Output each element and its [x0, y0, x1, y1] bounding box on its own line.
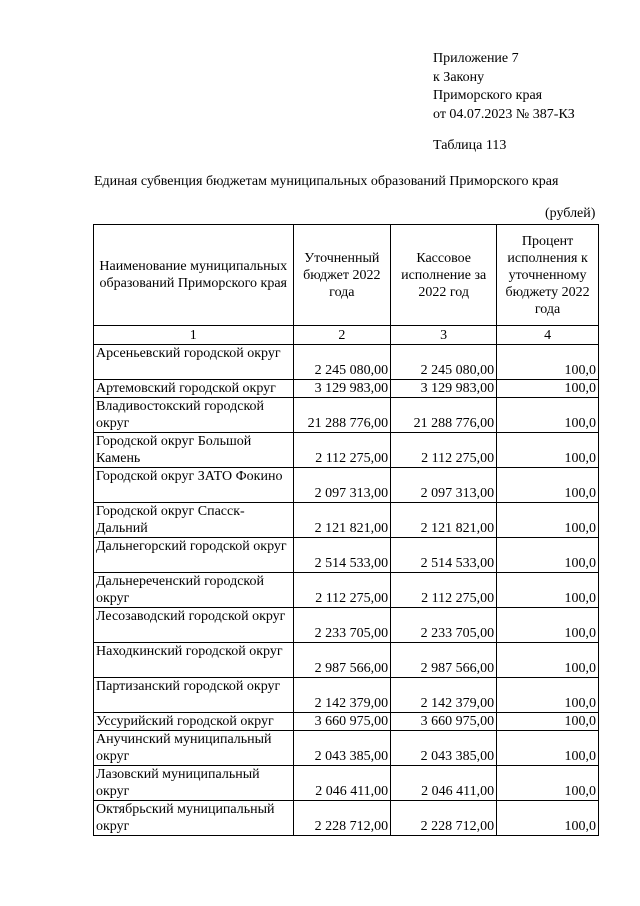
cash-execution: 2 245 080,00 [391, 345, 497, 380]
table-row [94, 398, 599, 433]
municipality-name: Находкинский городской округ [94, 643, 294, 678]
municipality-name: Артемовский городской округ [94, 380, 294, 398]
appendix-line: Приложение 7 [433, 51, 519, 66]
municipality-name: Октябрьский муниципальный округ [94, 801, 294, 836]
planned-budget: 2 514 533,00 [293, 538, 391, 573]
cash-execution: 2 112 275,00 [391, 573, 497, 608]
municipality-name: Анучинский муниципальный округ [94, 731, 294, 766]
cash-execution: 2 514 533,00 [391, 538, 497, 573]
planned-budget: 2 097 313,00 [293, 468, 391, 503]
column-header-name: Наименование муниципальных образований Приморского края [94, 225, 294, 326]
planned-budget: 2 112 275,00 [293, 433, 391, 468]
appendix-law-date: от 04.07.2023 № 387-КЗ [433, 106, 575, 122]
municipality-name: Партизанский городской округ [94, 678, 294, 713]
municipality-name: Дальнереченский городской округ [94, 573, 294, 608]
table-number: Таблица 113 [433, 138, 507, 153]
column-number: 2 [293, 326, 391, 345]
planned-budget: 3 129 983,00 [293, 380, 391, 398]
execution-percent: 100,0 [497, 468, 599, 503]
table-row [94, 766, 599, 801]
planned-budget: 2 112 275,00 [293, 573, 391, 608]
municipality-name: Городской округ Спасск-Дальний [94, 503, 294, 538]
municipality-name: Городской округ Большой Камень [94, 433, 294, 468]
cash-execution: 3 660 975,00 [391, 713, 497, 731]
header-row [94, 225, 599, 326]
table-row [94, 538, 599, 573]
municipality-name: Уссурийский городской округ [94, 713, 294, 731]
cash-execution: 2 043 385,00 [391, 731, 497, 766]
planned-budget: 2 046 411,00 [293, 766, 391, 801]
municipality-name: Лесозаводский городской округ [94, 608, 294, 643]
table-row [94, 713, 599, 731]
table-row [94, 608, 599, 643]
units-label: (рублей) [545, 206, 596, 221]
execution-percent: 100,0 [497, 538, 599, 573]
table-row [94, 433, 599, 468]
municipality-name: Лазовский муниципальный округ [94, 766, 294, 801]
column-number: 1 [94, 326, 294, 345]
cash-execution: 2 142 379,00 [391, 678, 497, 713]
planned-budget: 2 142 379,00 [293, 678, 391, 713]
execution-percent: 100,0 [497, 573, 599, 608]
planned-budget: 2 043 385,00 [293, 731, 391, 766]
table-row [94, 678, 599, 713]
planned-budget: 2 245 080,00 [293, 345, 391, 380]
execution-percent: 100,0 [497, 503, 599, 538]
table-row [94, 731, 599, 766]
execution-percent: 100,0 [497, 433, 599, 468]
execution-percent: 100,0 [497, 731, 599, 766]
planned-budget: 2 121 821,00 [293, 503, 391, 538]
column-number: 4 [497, 326, 599, 345]
cash-execution: 21 288 776,00 [391, 398, 497, 433]
table-row [94, 801, 599, 836]
page-title: Единая субвенция бюджетам муниципальных образований Приморского края [94, 174, 559, 189]
execution-percent: 100,0 [497, 801, 599, 836]
cash-execution: 3 129 983,00 [391, 380, 497, 398]
cash-execution: 2 121 821,00 [391, 503, 497, 538]
appendix-line: Приморского края [433, 88, 543, 103]
table-row [94, 643, 599, 678]
municipality-name: Арсеньевский городской округ [94, 345, 294, 380]
execution-percent: 100,0 [497, 380, 599, 398]
municipality-name: Городской округ ЗАТО Фокино [94, 468, 294, 503]
appendix-block [433, 50, 575, 124]
execution-percent: 100,0 [497, 643, 599, 678]
planned-budget: 21 288 776,00 [293, 398, 391, 433]
cash-execution: 2 233 705,00 [391, 608, 497, 643]
column-header-percent: Процент исполнения к уточненному бюджету 2022 года [497, 225, 599, 326]
execution-percent: 100,0 [497, 345, 599, 380]
column-header-plan: Уточненный бюджет 2022 года [293, 225, 391, 326]
column-header-fact: Кассовое исполнение за 2022 год [391, 225, 497, 326]
table-row [94, 468, 599, 503]
column-number-row [94, 326, 599, 345]
execution-percent: 100,0 [497, 398, 599, 433]
cash-execution: 2 097 313,00 [391, 468, 497, 503]
table-row [94, 573, 599, 608]
subsidy-table [93, 224, 599, 836]
table-row [94, 503, 599, 538]
cash-execution: 2 112 275,00 [391, 433, 497, 468]
cash-execution: 2 228 712,00 [391, 801, 497, 836]
cash-execution: 2 987 566,00 [391, 643, 497, 678]
planned-budget: 3 660 975,00 [293, 713, 391, 731]
execution-percent: 100,0 [497, 766, 599, 801]
cash-execution: 2 046 411,00 [391, 766, 497, 801]
municipality-name: Владивостокский городской округ [94, 398, 294, 433]
municipality-name: Дальнегорский городской округ [94, 538, 294, 573]
table-row [94, 345, 599, 380]
planned-budget: 2 228 712,00 [293, 801, 391, 836]
planned-budget: 2 233 705,00 [293, 608, 391, 643]
execution-percent: 100,0 [497, 678, 599, 713]
execution-percent: 100,0 [497, 713, 599, 731]
appendix-line: к Закону [433, 69, 485, 85]
column-number: 3 [391, 326, 497, 345]
planned-budget: 2 987 566,00 [293, 643, 391, 678]
execution-percent: 100,0 [497, 608, 599, 643]
table-row [94, 380, 599, 398]
